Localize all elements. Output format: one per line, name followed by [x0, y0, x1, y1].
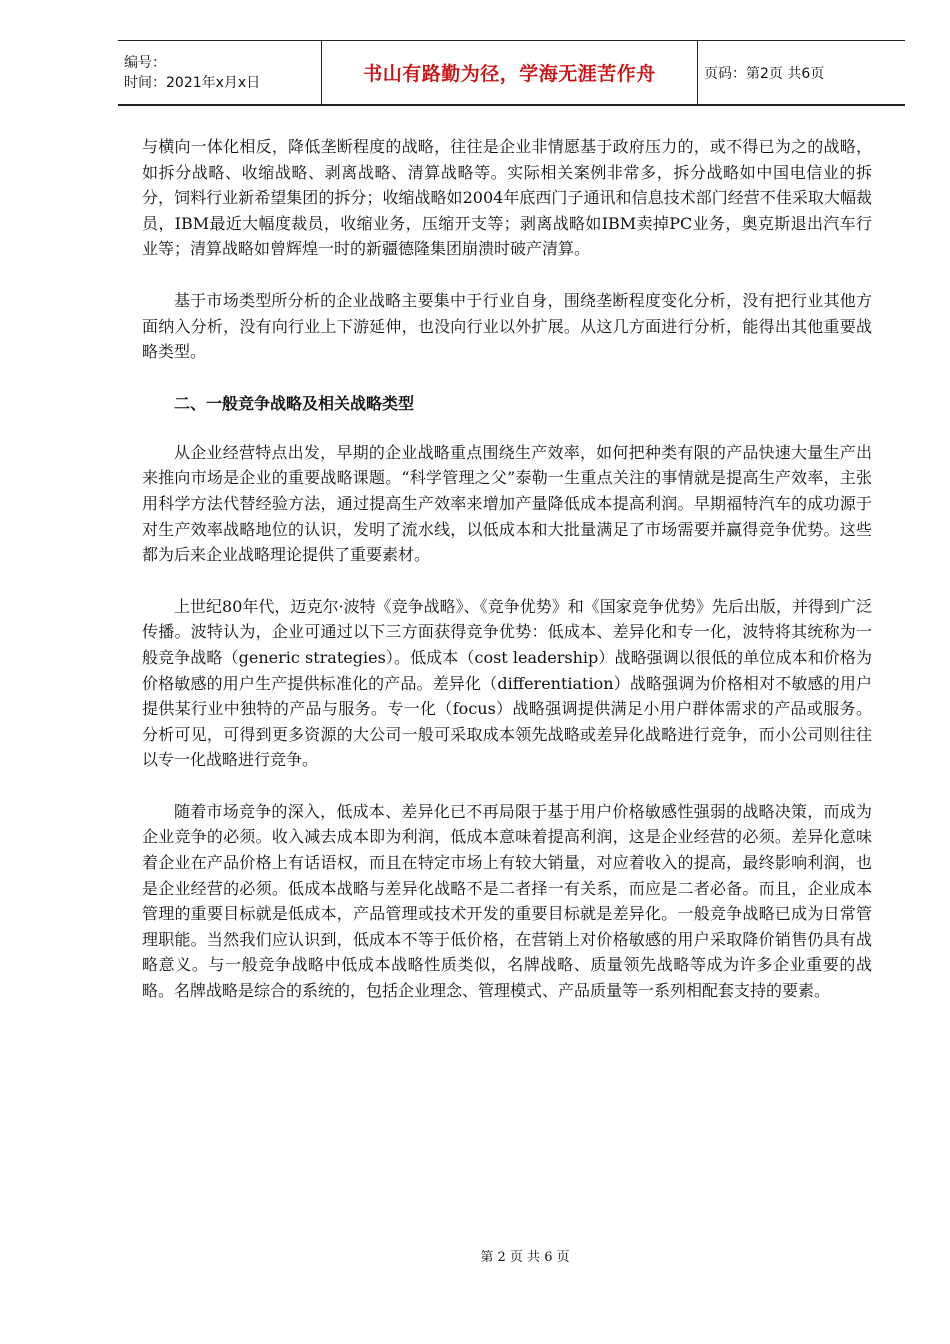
- paragraph: 随着市场竞争的深入，低成本、差异化已不再局限于基于用户价格敏感性强弱的战略决策，而成为企业竞争的必须。收入减去成本即为利润，低成本意味着提高利润，这是企业经营的必须。差异化意味着企业在产品价格上有话语权，而且在特定市场上有较大销量，对应着收入的提高，最终影响利润，也是企业经营的必须。低成本战略与差异化战略不是二者择一有关系，而应是二者必备。而且，企业成本管理的重要目标就是低成本，产品管理或技术开发的重要目标就是差异化。一般竞争战略已成为日常管理职能。当然我们应认识到，低成本不等于低价格，在营销上对价格敏感的用户采取降价销售仍具有战略意义。与一般竞争战略中低成本战略性质类似，名牌战略、质量领先战略等成为许多企业重要的战略。名牌战略是综合的系统的，包括企业理念、管理模式、产品质量等一系列相配套支持的要素。: [142, 801, 872, 1001]
- page-header: [118, 40, 905, 106]
- paragraph: 上世纪80年代，迈克尔·波特《竞争战略》、《竞争优势》和《国家竞争优势》先后出版，并得到广泛传播。波特认为，企业可通过以下三方面获得竞争优势：低成本、差异化和专一化，波特将其统称为一般竞争战略（generic strategies）。低成本（cost leadership）战略强调以很低的单位成本和价格为价格敏感的用户生产提供标准化的产品。差异化（differentiation）战略强调为价格相对不敏感的用户提供某行业中独特的产品与服务。专一化（focus）战略强调提供满足小用户群体需求的产品或服务。分析可见，可得到更多资源的大公司一般可采取成本领先战略或差异化战略进行竞争，而小公司则往往以专一化战略进行竞争。: [142, 596, 872, 770]
- paragraph: 从企业经营特点出发，早期的企业战略重点围绕生产效率，如何把种类有限的产品快速大量生产出来推向市场是企业的重要战略课题。“科学管理之父”泰勒一生重点关注的事情就是提高生产效率，主张用科学方法代替经验方法，通过提高生产效率来增加产量降低成本提高利润。早期福特汽车的成功源于对生产效率战略地位的认识，发明了流水线，以低成本和大批量满足了市场需要并赢得竞争优势。这些都为后来企业战略理论提供了重要素材。: [142, 442, 872, 565]
- header-meta-cell: [118, 41, 322, 106]
- paragraph: 基于市场类型所分析的企业战略主要集中于行业自身，围绕垄断程度变化分析，没有把行业其他方面纳入分析，没有向行业上下游延伸，也没向行业以外扩展。从这几方面进行分析，能得出其他重要战略类型。: [142, 290, 872, 362]
- section-heading: 二、一般竞争战略及相关战略类型: [174, 393, 415, 413]
- document-body: [142, 134, 872, 1030]
- page-footer: 第 2 页 共 6 页: [480, 1250, 570, 1265]
- paragraph: 与横向一体化相反，降低垄断程度的战略，往往是企业非情愿基于政府压力的，或不得已为之的战略，如拆分战略、收缩战略、剥离战略、清算战略等。实际相关案例非常多，拆分战略如中国电信业的拆分，饲料行业新希望集团的拆分；收缩战略如2004年底西门子通讯和信息技术部门经营不佳采取大幅裁员，IBM最近大幅度裁员，收缩业务，压缩开支等；剥离战略如IBM卖掉PC业务，奥克斯退出汽车行业等；清算战略如曾辉煌一时的新疆德隆集团崩溃时破产清算。: [142, 137, 872, 259]
- header-motto: 书山有路勤为径，学海无涯苦作舟: [322, 41, 698, 106]
- document-date-label: 时间：2021年x月x日: [124, 74, 261, 91]
- document-number-label: 编号：: [124, 54, 166, 71]
- header-page-number: 页码：第2页 共6页: [704, 65, 825, 82]
